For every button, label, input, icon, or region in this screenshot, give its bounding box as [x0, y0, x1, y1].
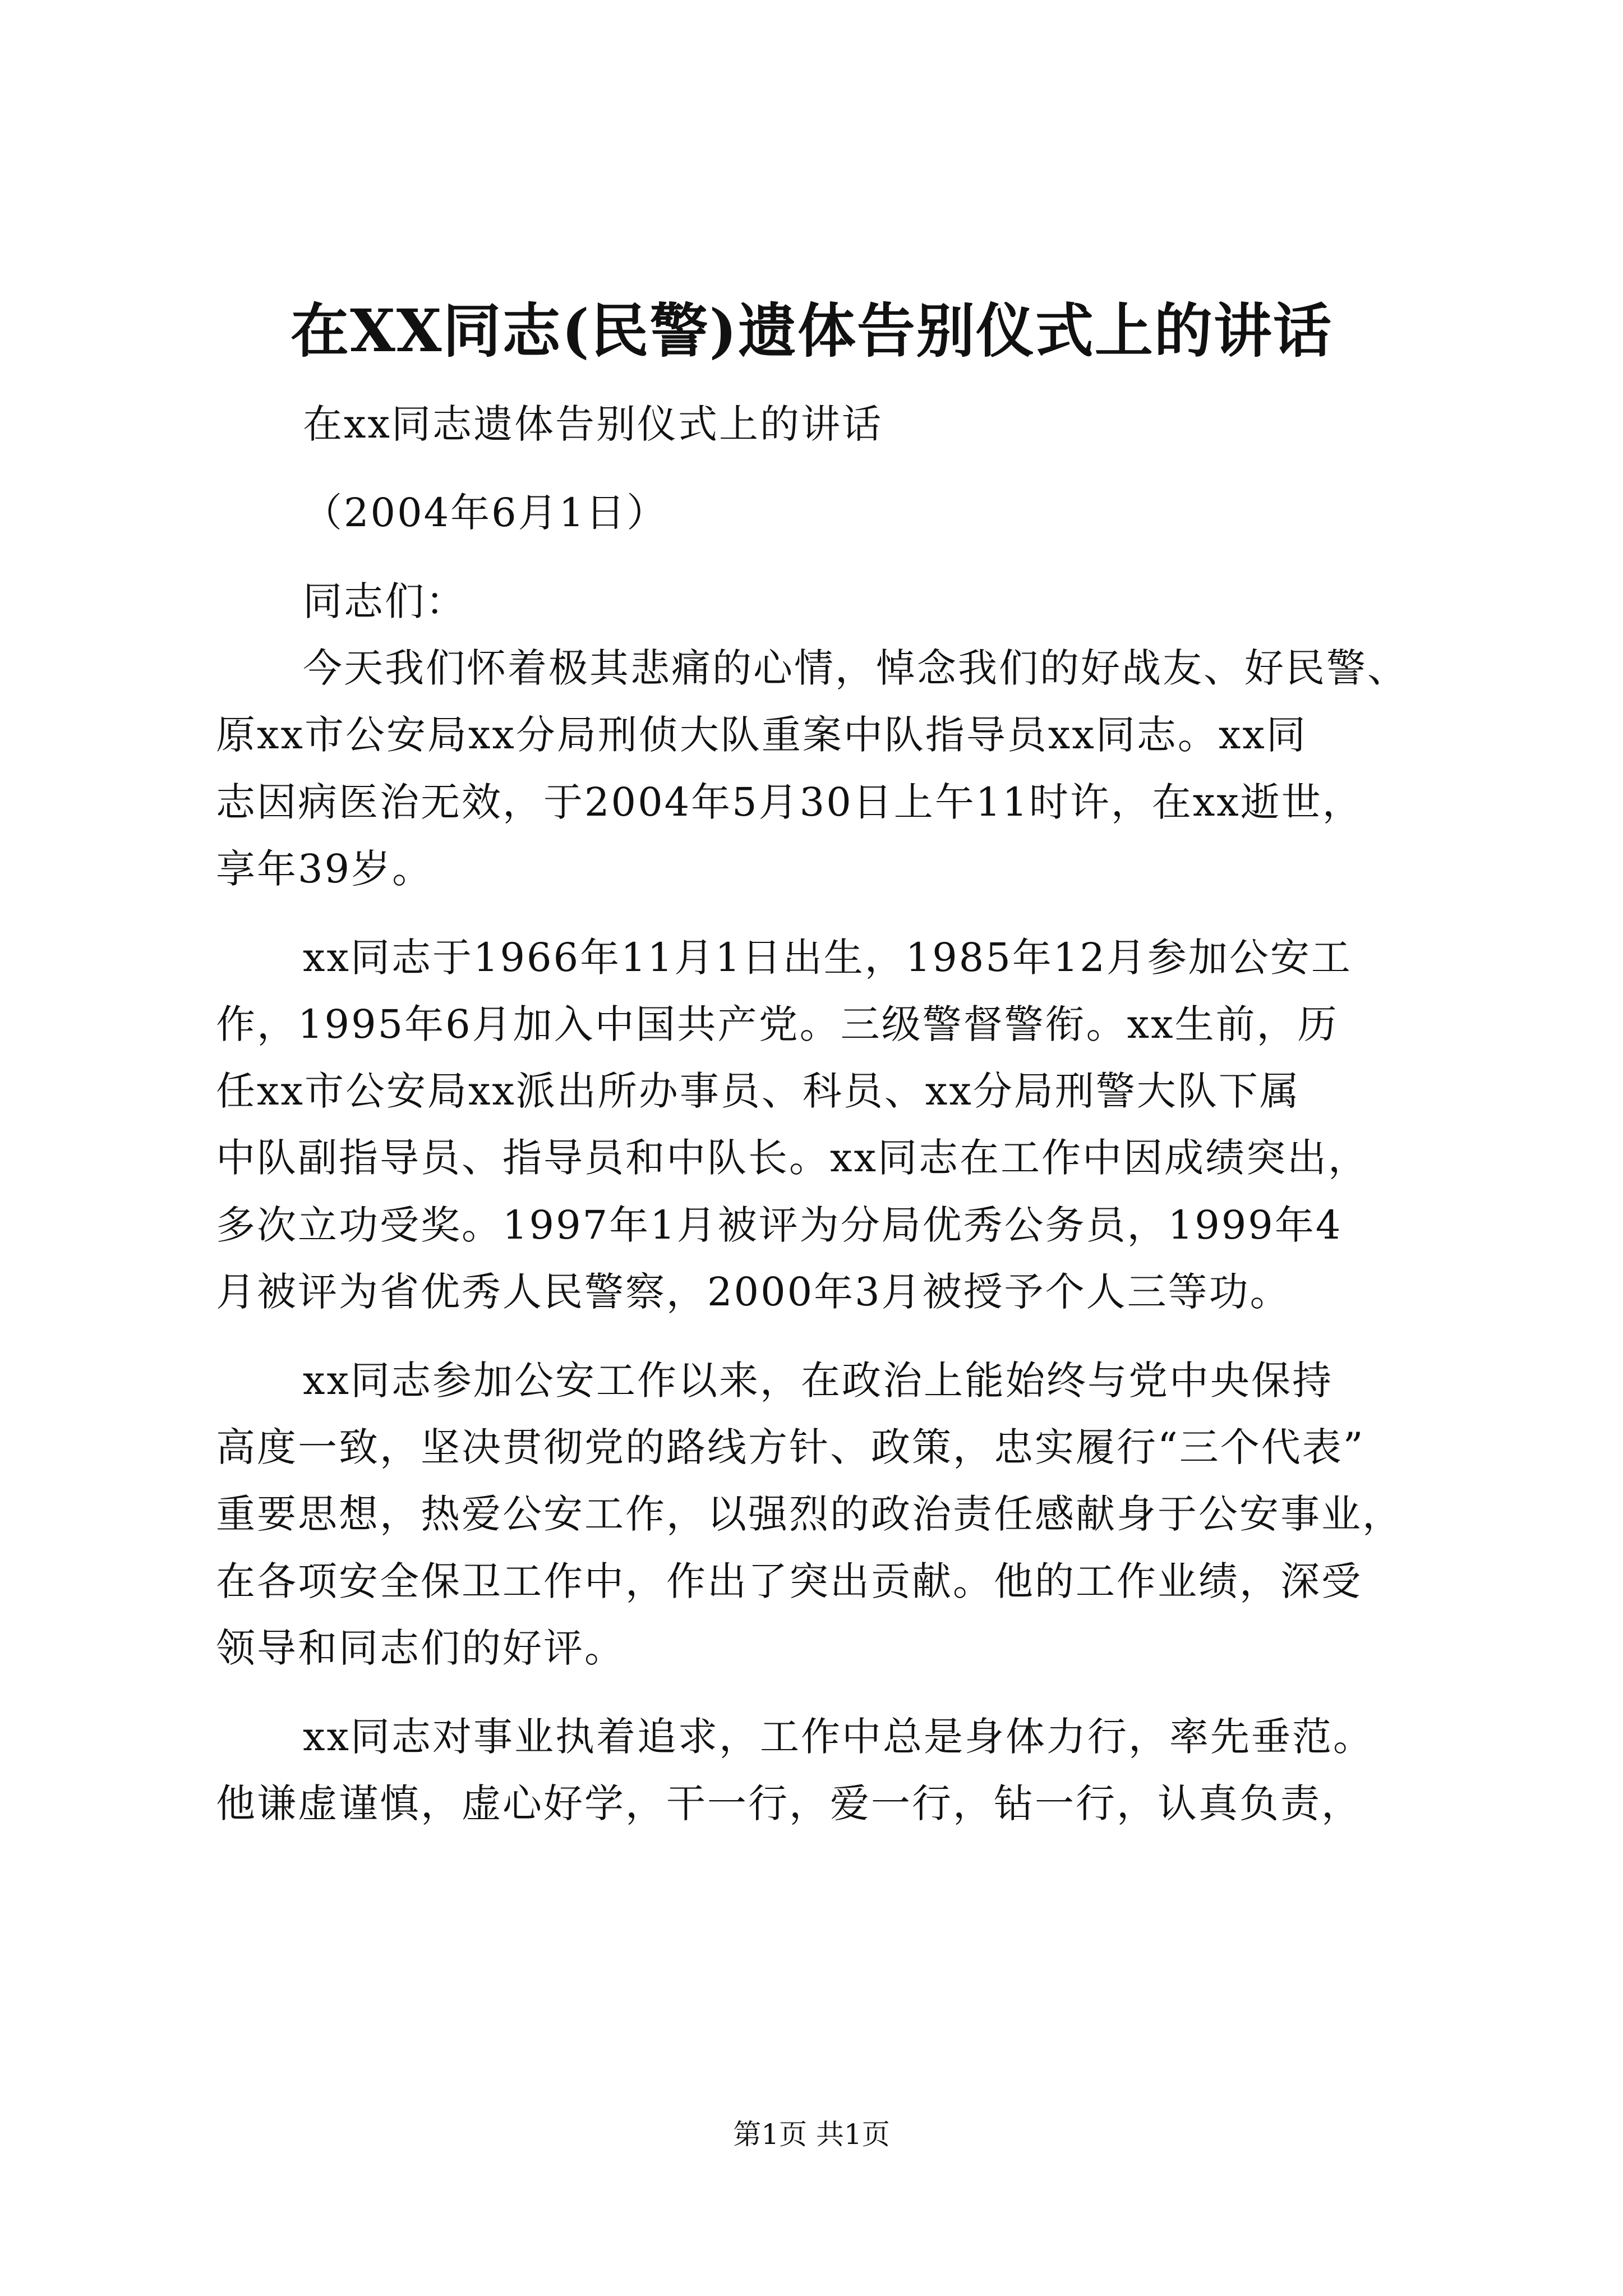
- paragraph-1-line-4: 享年39岁。: [216, 846, 434, 892]
- paragraph-3-line-4: 在各项安全保卫工作中，作出了突出贡献。他的工作业绩，深受: [216, 1558, 1362, 1604]
- document-subtitle: 在xx同志遗体告别仪式上的讲话: [303, 401, 883, 447]
- paragraph-1-line-3: 志因病医治无效，于2004年5月30日上午11时许，在xx逝世，: [216, 779, 1363, 825]
- paragraph-2-line-2: 作，1995年6月加入中国共产党。三级警督警衔。xx生前，历: [216, 1001, 1339, 1047]
- paragraph-3-line-3: 重要思想，热爱公安工作，以强烈的政治责任感献身于公安事业，: [216, 1491, 1403, 1537]
- paragraph-2-line-5: 多次立功受奖。1997年1月被评为分局优秀公务员，1999年4: [216, 1202, 1343, 1248]
- paragraph-4-line-2: 他谦虚谨慎，虚心好学，干一行，爱一行，钻一行，认真负责，: [216, 1780, 1362, 1826]
- document-title: 在XX同志(民警)遗体告别仪式上的讲话: [291, 296, 1332, 365]
- paragraph-4-line-1: xx同志对事业执着追求，工作中总是身体力行，率先垂范。: [303, 1714, 1374, 1760]
- paragraph-1-line-2: 原xx市公安局xx分局刑侦大队重案中队指导员xx同志。xx同: [216, 712, 1307, 758]
- document-date: （2004年6月1日）: [303, 490, 668, 536]
- paragraph-2-line-1: xx同志于1966年11月1日出生，1985年12月参加公安工: [303, 935, 1352, 981]
- page-number-footer: 第1页 共1页: [733, 2118, 890, 2151]
- paragraph-2-line-3: 任xx市公安局xx派出所办事员、科员、xx分局刑警大队下属: [216, 1068, 1301, 1114]
- paragraph-3-line-5: 领导和同志们的好评。: [216, 1625, 625, 1671]
- paragraph-2-line-6: 月被评为省优秀人民警察，2000年3月被授予个人三等功。: [216, 1269, 1291, 1315]
- greeting: 同志们：: [303, 578, 467, 624]
- paragraph-3-line-2: 高度一致，坚决贯彻党的路线方针、政策，忠实履行“三个代表”: [216, 1424, 1365, 1470]
- paragraph-3-line-1: xx同志参加公安工作以来，在政治上能始终与党中央保持: [303, 1358, 1333, 1404]
- paragraph-2-line-4: 中队副指导员、指导员和中队长。xx同志在工作中因成绩突出，: [216, 1135, 1369, 1181]
- paragraph-1-line-1: 今天我们怀着极其悲痛的心情，悼念我们的好战友、好民警、: [303, 645, 1408, 691]
